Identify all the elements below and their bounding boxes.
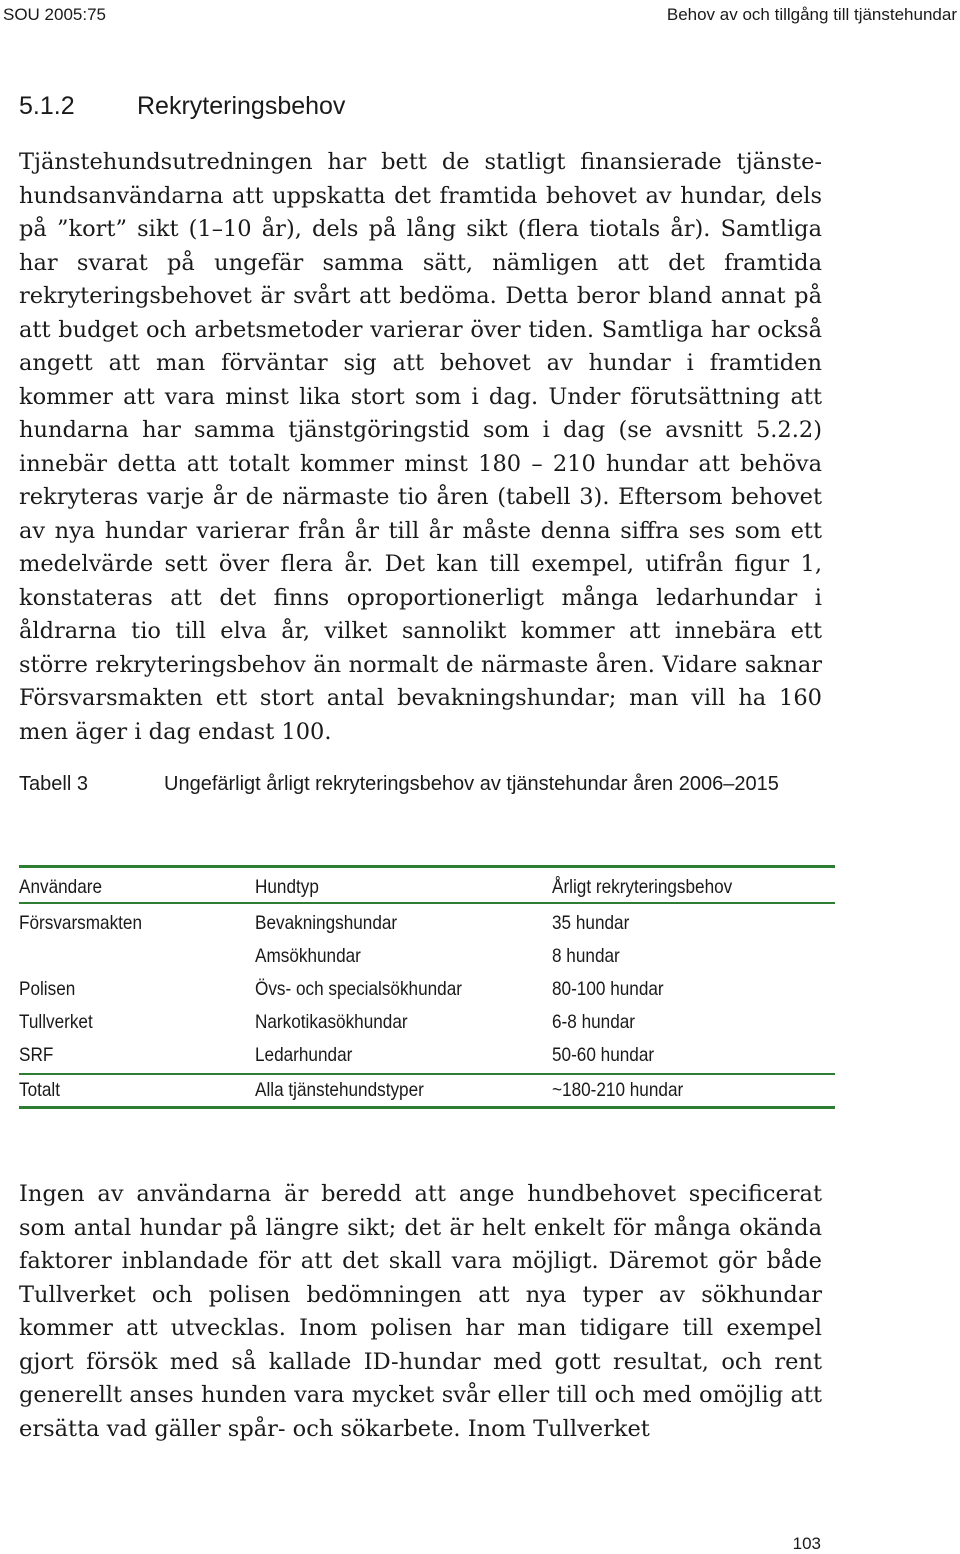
body-paragraph-1: Tjänstehundsutredningen har bett de statligt finansierade tjänstehundsanvändarna att uppskatta det framtida behovet av hundar, dels på ”kort” sikt (1–10 år), dels på lång sikt (flera tiotals år). Samtliga har svarat på ungefär samma sätt, nämligen att det framtida rekryteringsbehovet är svårt att bedöma. Detta beror bland annat på att budget och arbetsmetoder varierar över tiden. Samtliga har också angett att man förväntar sig att behovet av hundar i framtiden kommer att vara minst lika stort som i dag. Under förutsättning att hundarna har samma tjänstgöringstid som i dag (se avsnitt 5.2.2) innebär detta att totalt kommer minst 180 – 210 hundar att behöva rekryteras varje år de närmaste tio åren (tabell 3). Eftersom behovet av nya hundar varierar från år till år måste denna siffra ses som ett medelvärde sett över flera år. Det kan till exempel, utifrån figur 1, konstateras att det finns oproportionerligt många ledarhundar i åldrarna tio till elva år, vilket sannolikt kommer att innebära ett större rekryteringsbehov än normalt de närmaste åren. Vidare saknar Försvarsmakten ett stort antal bevakningshundar; man vill ha 160 men äger i dag endast 100.: [19, 149, 822, 745]
total-dog-type: Alla tjänstehundstyper: [255, 1079, 424, 1101]
section-number: 5.1.2: [19, 92, 75, 120]
table-title: Ungefärligt årligt rekryteringsbehov av tjänstehundar åren 2006–2015: [164, 773, 779, 795]
total-user: Totalt: [19, 1079, 61, 1101]
row-annual-need: 8 hundar: [552, 945, 620, 967]
page-number: 103: [792, 1534, 821, 1553]
body-paragraph-2: Ingen av användarna är beredd att ange hundbehovet specificerat som antal hundar på längre sikt; det är helt enkelt för många okända faktorer inblandade för att det skall vara möjligt. Däremot gör både Tullverket och polisen bedömningen att nya typer av sökhundar kommer att utvecklas. Inom polisen har man tidigare till exempel gjort försök med så kallade ID-hundar med gott resultat, och rent generellt anses hunden vara mycket svår eller till och med omöjlig att ersätta vad gäller spår- och sökarbete. Inom Tullverket: [19, 1181, 822, 1442]
running-header: [0, 4, 960, 26]
column-header-dog-type: Hundtyp: [255, 876, 319, 898]
total-annual-need: ~180-210 hundar: [552, 1079, 684, 1101]
row-annual-need: 80-100 hundar: [552, 978, 664, 1000]
header-report-id: SOU 2005:75: [3, 5, 107, 24]
row-annual-need: 50-60 hundar: [552, 1044, 655, 1066]
table-top-rule: [19, 865, 835, 868]
row-dog-type: Bevakningshundar: [255, 912, 398, 934]
row-annual-need: 6-8 hundar: [552, 1011, 636, 1033]
row-dog-type: Övs- och specialsökhundar: [255, 978, 462, 1000]
column-header-user: Användare: [19, 876, 103, 898]
table-header-rule: [19, 902, 835, 904]
row-annual-need: 35 hundar: [552, 912, 630, 934]
row-user: SRF: [19, 1044, 54, 1066]
table-bottom-rule: [19, 1106, 835, 1109]
row-dog-type: Ledarhundar: [255, 1044, 353, 1066]
row-dog-type: Narkotikasökhundar: [255, 1011, 408, 1033]
row-user: Tullverket: [19, 1011, 93, 1033]
section-title: Rekryteringsbehov: [137, 92, 346, 120]
column-header-annual-need: Årligt rekryteringsbehov: [552, 876, 733, 898]
header-chapter-title: Behov av och tillgång till tjänstehundar: [666, 5, 957, 24]
row-dog-type: Amsökhundar: [255, 945, 361, 967]
table-total-rule: [19, 1073, 835, 1075]
row-user: Polisen: [19, 978, 76, 1000]
table-label: Tabell 3: [19, 773, 88, 795]
row-user: Försvarsmakten: [19, 912, 143, 934]
section-heading: [19, 90, 345, 122]
